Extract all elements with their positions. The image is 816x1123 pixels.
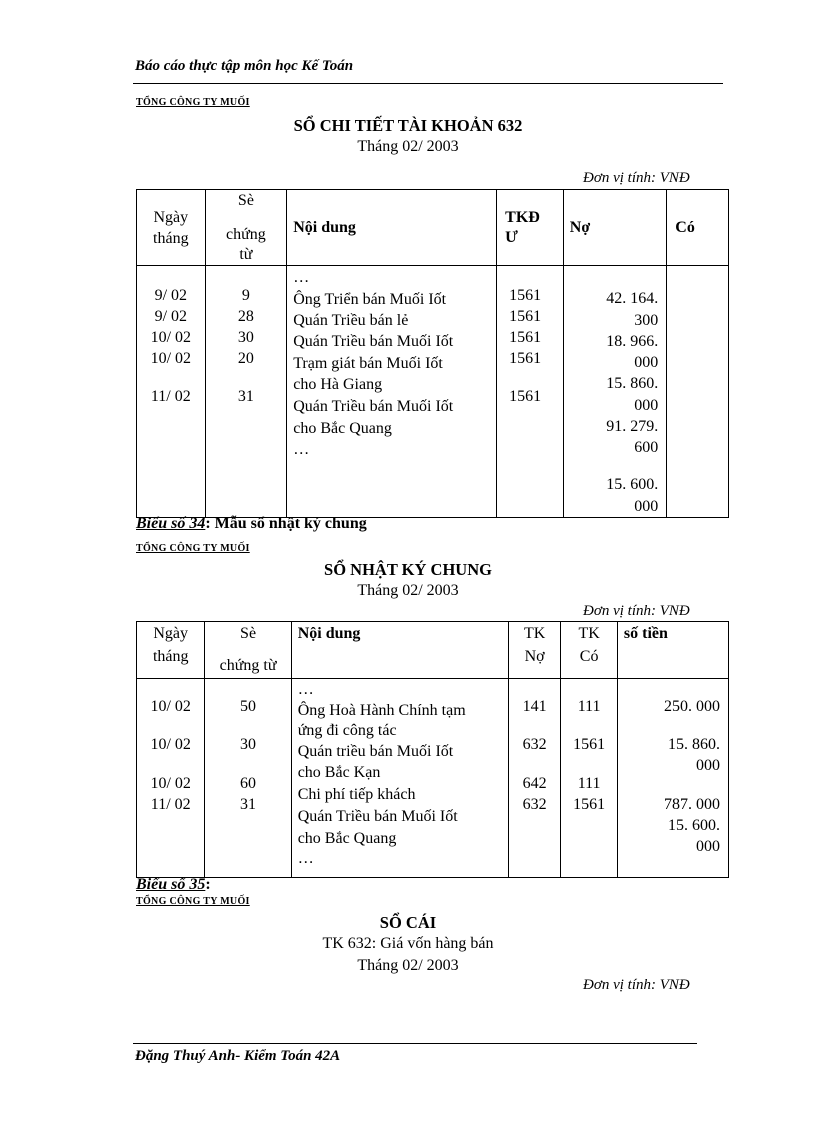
list-item: 15. 600.	[668, 817, 720, 834]
header-divider	[133, 83, 723, 84]
list-item: 10/ 02	[150, 775, 191, 792]
list-item: Quán Triều bán Muối Iốt	[293, 398, 454, 415]
ledger-title: SỔ CHI TIẾT TÀI KHOẢN 632	[293, 116, 523, 135]
ledger-month: Tháng 02/ 2003	[357, 957, 459, 974]
list-item: 15. 860.	[668, 736, 720, 753]
list-item: Ông Hoà Hành Chính tạm	[297, 702, 466, 719]
list-item: 15. 860.	[606, 375, 659, 392]
list-item: 000	[696, 757, 720, 774]
list-item: cho Hà Giang	[293, 376, 383, 393]
list-item: 300	[634, 312, 659, 329]
header-date: Ngày tháng	[137, 190, 206, 266]
account-column	[497, 266, 564, 518]
list-item: 632	[522, 796, 547, 813]
list-item: 20	[237, 350, 254, 367]
company-name: TỔNG CÔNG TY MUỐI	[136, 543, 250, 554]
company-name: TỔNG CÔNG TY MUỐI	[136, 896, 250, 907]
list-item: 11/ 02	[150, 796, 191, 813]
list-item: 632	[522, 736, 547, 753]
debit-column	[563, 266, 666, 518]
list-item: Chi phí tiếp khách	[297, 786, 416, 803]
list-item: 1561	[509, 388, 542, 405]
list-item: 60	[240, 775, 257, 792]
list-item: 50	[240, 698, 257, 715]
caption-34: Biểu số 34: Mẫu sổ nhật ký chung	[136, 515, 367, 532]
amount-column	[617, 679, 728, 878]
journal-month: Tháng 02/ 2003	[357, 582, 459, 599]
ledger-month: Tháng 02/ 2003	[357, 138, 459, 155]
list-item: 9/ 02	[154, 308, 188, 325]
unit-label: Đơn vị tính: VNĐ	[583, 977, 690, 993]
list-item: 15. 600.	[606, 476, 659, 493]
header-content: Nội dung	[291, 622, 508, 679]
header-credit-account: TK Có	[561, 622, 618, 679]
credit-account-column	[561, 679, 618, 878]
ledger-title: SỔ CÁI	[379, 913, 437, 932]
header-account: TKĐ Ư	[497, 190, 564, 266]
header-date: Ngày tháng	[137, 622, 205, 679]
header-debit-account: TK Nợ	[508, 622, 561, 679]
list-item: 11/ 02	[150, 388, 191, 405]
debit-account-column	[508, 679, 561, 878]
list-item: 642	[522, 775, 547, 792]
list-item: 000	[634, 498, 659, 515]
list-item: 10/ 02	[150, 329, 192, 346]
list-item: 10/ 02	[150, 736, 191, 753]
list-item: 10/ 02	[150, 350, 192, 367]
list-item: 1561	[573, 796, 606, 813]
list-item: 1561	[509, 287, 542, 304]
list-item: 1561	[509, 308, 542, 325]
content-column	[291, 679, 508, 878]
list-item: 31	[240, 796, 257, 813]
unit-label: Đơn vị tính: VNĐ	[583, 170, 690, 186]
page-header: Báo cáo thực tập môn học Kế Toán	[135, 58, 354, 74]
header-content: Nội dung	[287, 190, 497, 266]
list-item: …	[297, 681, 314, 698]
ledger-account: TK 632: Giá vốn hàng bán	[322, 935, 494, 952]
header-voucher: Sè chứng từ	[205, 190, 287, 266]
list-item: 1561	[573, 736, 606, 753]
list-item: 30	[237, 329, 254, 346]
content-column	[287, 266, 497, 518]
list-item: 18. 966.	[606, 333, 659, 350]
list-item: 28	[237, 308, 254, 325]
journal-title: SỔ NHẬT KÝ CHUNG	[324, 560, 492, 579]
list-item: 111	[577, 698, 601, 715]
header-amount: số tiền	[617, 622, 728, 679]
list-item: 1561	[509, 329, 542, 346]
list-item: 250. 000	[664, 698, 720, 715]
page-footer: Đặng Thuý Anh- Kiểm Toán 42A	[135, 1048, 341, 1064]
list-item: 42. 164.	[606, 290, 659, 307]
list-item: cho Bắc Kạn	[297, 764, 381, 781]
credit-column	[667, 266, 729, 518]
list-item: …	[297, 850, 314, 867]
voucher-column	[205, 266, 287, 518]
list-item: 9/ 02	[154, 287, 188, 304]
list-item: …	[293, 441, 310, 458]
date-column	[137, 679, 205, 878]
list-item: cho Bắc Quang	[297, 830, 397, 847]
list-item: 000	[634, 354, 659, 371]
list-item: 787. 000	[664, 796, 720, 813]
list-item: 9	[241, 287, 250, 304]
list-item: 30	[240, 736, 257, 753]
date-column	[137, 266, 206, 518]
header-debit: Nợ	[563, 190, 666, 266]
list-item: 600	[634, 439, 659, 456]
list-item: 000	[696, 838, 720, 855]
caption-35: Biểu số 35:	[136, 876, 211, 893]
general-journal-table	[136, 621, 729, 878]
list-item: 91. 279.	[606, 418, 659, 435]
list-item: Quán Triều bán lẻ	[293, 312, 409, 329]
list-item: cho Bắc Quang	[293, 420, 392, 437]
list-item: 10/ 02	[150, 698, 191, 715]
company-name: TỔNG CÔNG TY MUỐI	[136, 97, 250, 108]
header-voucher: Sè chứng từ	[205, 622, 291, 679]
list-item: 1561	[509, 350, 542, 367]
header-credit: Có	[667, 190, 729, 266]
voucher-column	[205, 679, 291, 878]
list-item: 141	[522, 698, 547, 715]
list-item: ứng đi công tác	[297, 722, 397, 739]
list-item: Quán Triều bán Muối Iốt	[297, 808, 458, 825]
account-632-detail-table	[136, 189, 729, 518]
list-item: 111	[577, 775, 601, 792]
list-item: …	[293, 269, 310, 286]
list-item: Trạm giát bán Muối Iốt	[293, 355, 443, 372]
list-item: 31	[237, 388, 254, 405]
unit-label: Đơn vị tính: VNĐ	[583, 603, 690, 619]
list-item: Ông Triển bán Muối Iốt	[293, 291, 447, 308]
list-item: Quán triều bán Muối Iốt	[297, 743, 454, 760]
list-item: 000	[634, 397, 659, 414]
footer-divider	[133, 1043, 697, 1044]
list-item: Quán Triều bán Muối Iốt	[293, 333, 454, 350]
